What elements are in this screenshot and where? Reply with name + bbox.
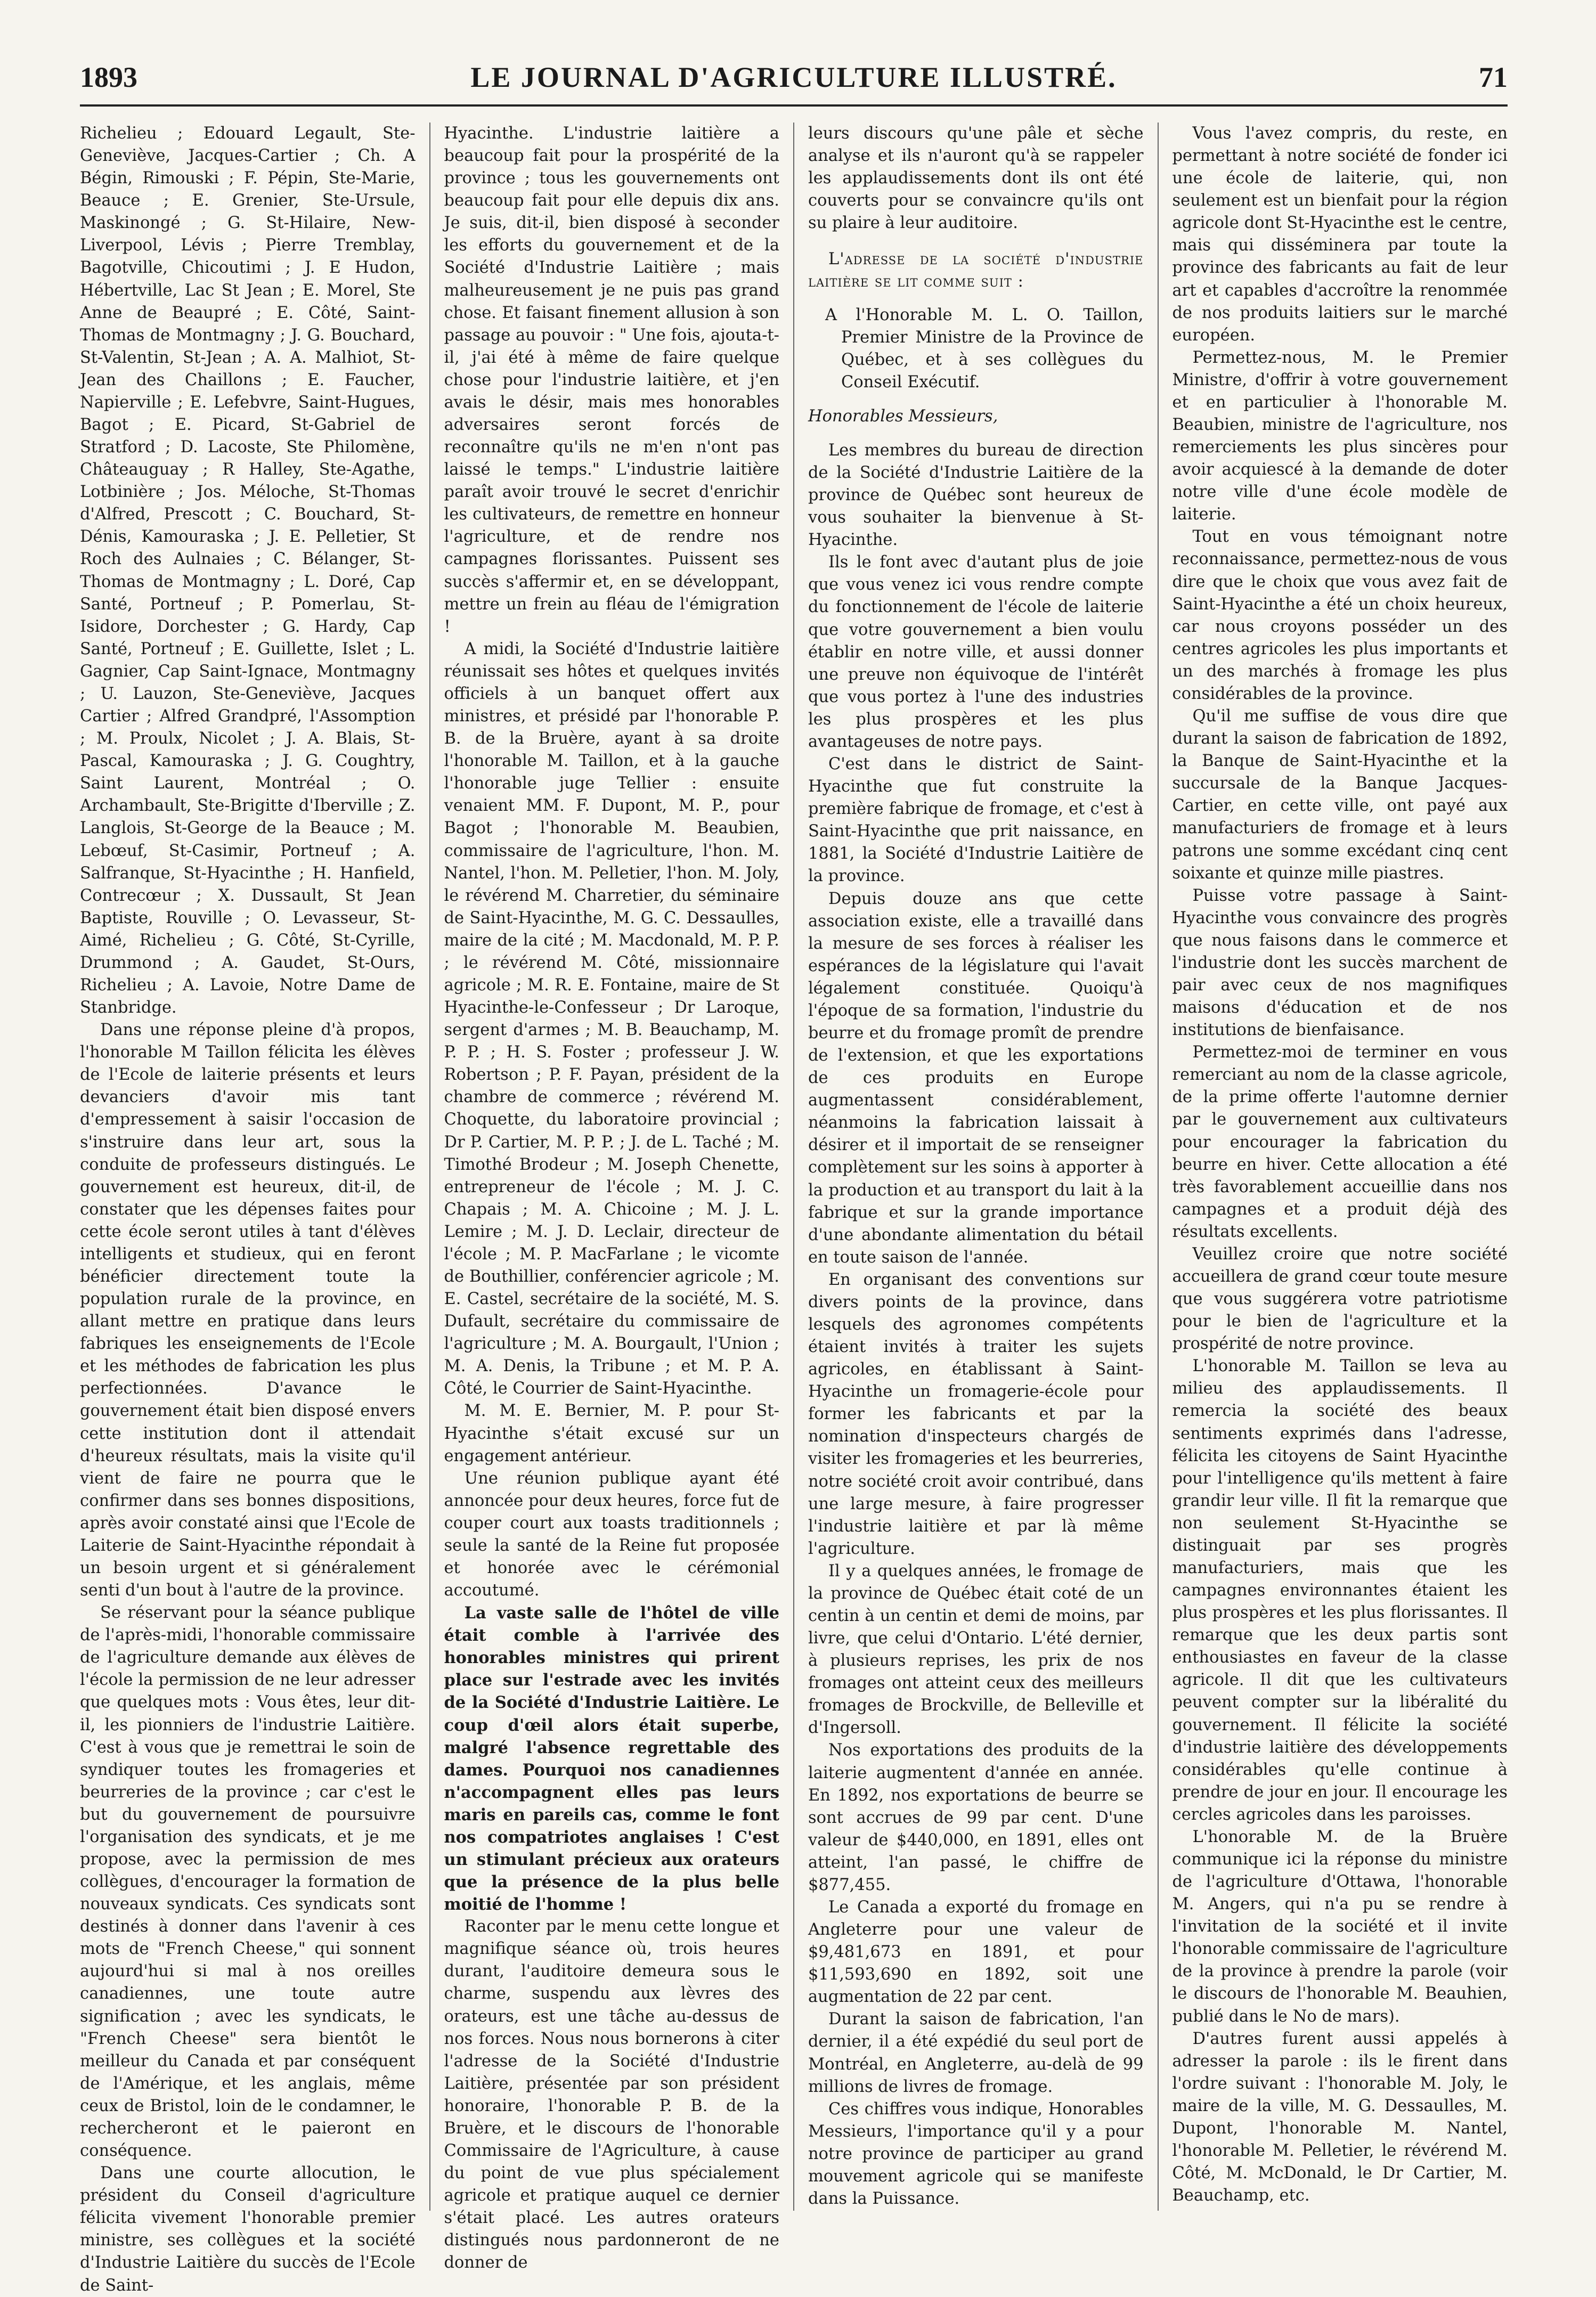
paragraph: En organisant des conventions sur divers points de la province, dans lesquels des agronomes compétents étaient invités à traiter les sujets agricoles, en établissant à Saint-Hyacinthe un fromagerie-école pour former les fabricants et par la nomination d'inspecteurs chargés de visiter les fromageries et les beurreries, notre société croit avoir contribué, dans une large mesure, à faire progresser l'industrie laitière et par là même l'agriculture. [808, 1270, 1144, 1558]
paragraph: Depuis douze ans que cette association existe, elle a travaillé dans la mesure de ses forces à réaliser les espérances de la législature qui l'avait légalement constituée. Quoiqu'à l'époque de sa formation, l'industrie du beurre et du fromage promît de prendre de l'extension, et que les exportations de ces produits en Europe augmentassent considérablement, néanmoins la fabrication laissait à désirer et il importait de se renseigner complètement sur les soins à apporter à la production et au transport du lait à la fabrique et sur la grande importance d'une abondante alimentation du bétail en toute saison de l'année. [808, 889, 1144, 1267]
page-year: 1893 [80, 61, 137, 93]
column-2 [429, 123, 794, 2272]
paragraph: Ces chiffres vous indique, Honorables Messieurs, l'importance qu'il y a pour notre province de participer au grand mouvement agricole qui se manifeste dans la Puissance. [808, 2099, 1144, 2209]
paragraph: Hyacinthe. L'industrie laitière a beaucoup fait pour la prospérité de la province ; tous les gouvernements ont beaucoup fait pour elle depuis dix ans. Je suis, dit-il, bien disposé à seconder les efforts du gouvernement et de la Société d'Industrie Laitière ; mais malheureusement je ne puis pas grand chose. Et faisant finement allusion à son passage au pouvoir : " Une fois, ajouta-t-il, j'ai été à même de faire quelque chose pour l'industrie laitière, et j'en avais le désir, mais mes honorables adversaires seront forcés de reconnaître qu'ils ne m'en n'ont pas laissé le temps." L'industrie laitière paraît avoir trouvé le secret d'enrichir les cultivateurs, de remettre en honneur l'agriculture, et de rendre nos campagnes florissantes. Puissent ses succès s'affermir et, en se développant, mettre un frein au fléau de l'émigration ! [444, 124, 779, 636]
salutation: Honorables Messieurs, [808, 406, 998, 426]
paragraph: La vaste salle de l'hôtel de ville était comble à l'arrivée des honorables ministres qui prirent place sur l'estrade avec les invités de la Société d'Industrie Laitière. Le coup d'œil alors était superbe, malgré l'absence regrettable des dames. Pourquoi nos canadiennes n'accompagnent elles pas leurs maris en pareils cas, comme le font nos compatriotes anglaises ! C'est un stimulant précieux aux orateurs que la présence de la plus belle moitié de l'homme ! [444, 1603, 779, 1915]
paragraph: Qu'il me suffise de vous dire que durant la saison de fabrication de 1892, la Banque de Saint-Hyacinthe et la succursale de la Banque Jacques-Cartier, en cette ville, ont payé aux manufacturiers de fromage et à leurs patrons une somme excédant cinq cent soixante et quinze mille piastres. [1172, 707, 1508, 883]
paragraph: D'autres furent aussi appelés à adresser la parole : ils le firent dans l'ordre suivant : l'honorable M. Joly, le maire de la ville, M. G. Dessaulles, M. Dupont, l'honorable M. Nantel, l'honorable M. Pelletier, le révérend M. Côté, M. McDonald, le Dr Cartier, M. Beauchamp, etc. [1172, 2029, 1508, 2205]
paragraph: Dans une réponse pleine d'à propos, l'honorable M Taillon félicita les élèves de l'Ecole de laiterie présents et leurs devanciers d'avoir mis tant d'empressement à saisir l'occasion de s'instruire dans leur art, sous la conduite de professeurs distingués. Le gouvernement est heureux, dit-il, de constater que les dépenses faites pour cette école seront utiles à tant d'élèves intelligents et studieux, qui en feront bénéficier directement toute la population rurale de la province, en allant mettre en pratique dans leurs fabriques les enseignements de l'Ecole et les méthodes de fabrication les plus perfectionnées. D'avance le gouvernement était bien disposé envers cette institution dont il attendait d'heureux résultats, mais la visite qu'il vient de faire ne pourra que le confirmer dans ses bonnes dispositions, après avoir constaté ainsi que l'Ecole de Laiterie de Saint-Hyacinthe répondait à un besoin urgent et si généralement senti d'un bout à l'autre de la province. [80, 1021, 416, 1600]
column-1 [80, 123, 429, 2295]
paragraph: Se réservant pour la séance publique de l'après-midi, l'honorable commissaire de l'agriculture demande aux élèves de l'école la permission de ne leur adresser que quelques mots : Vous êtes, leur dit-il, les pionniers de l'industrie Laitière. C'est à vous que je remettrai le soin de syndiquer toutes les fromageries et beurreries de la province ; car c'est le but du gouvernement de poursuivre l'organisation des syndicats, et je me propose, avec la permission de mes collègues, d'encourager la formation de nouveaux syndicats. Ces syndicats sont destinés à donner dans l'avenir à ces mots de "French Cheese," qui sonnent aujourd'hui si mal à nos oreilles canadiennes, une toute autre signification ; avec les syndicats, le "French Cheese" sera bientôt le meilleur du Canada et par conséquent de l'Amérique, et les anglais, même ceux de Bristol, loin de le condamner, le rechercheront et le paieront en conséquence. [80, 1603, 416, 2161]
paragraph: A midi, la Société d'Industrie laitière réunissait ses hôtes et quelques invités officiels à un banquet offert aux ministres, et présidé par l'honorable P. B. de la Bruère, ayant à sa droite l'honorable M. Taillon, et à la gauche l'honorable juge Tellier : ensuite venaient MM. F. Dupont, M. P., pour Bagot ; l'honorable M. Beaubien, commissaire de l'agriculture, l'hon. M. Nantel, l'hon. M. Pelletier, l'hon. M. Joly, le révérend M. Charretier, du séminaire de Saint-Hyacinthe, M. G. C. Dessaulles, maire de la cité ; M. Macdonald, M. P. P. ; le révérend M. Côté, missionnaire agricole ; M. R. E. Fontaine, maire de St Hyacinthe-le-Confesseur ; Dr Laroque, sergent d'armes ; M. B. Beauchamp, M. P. P. ; H. S. Foster ; professeur J. W. Robertson ; P. F. Payan, président de la chambre de commerce ; révérend M. Choquette, du laboratoire provincial ; Dr P. Cartier, M. P. P. ; J. de L. Taché ; M. Timothé Brodeur ; M. Joseph Chenette, entrepreneur de l'école ; M. J. C. Chapais ; M. A. Chicoine ; M. J. L. Lemire ; M. J. D. Leclair, directeur de l'école ; M. P. MacFarlane ; le vicomte de Bouthillier, conférencier agricole ; M. E. Castel, secrétaire de la société, M. S. Dufault, secrétaire du commissaire de l'agriculture ; M. A. Bourgault, l'Union ; M. A. Denis, la Tribune ; et M. P. A. Côté, le Courrier de Saint-Hyacinthe. [444, 639, 779, 1398]
article-columns [80, 123, 1508, 2295]
paragraph: Durant la saison de fabrication, l'an dernier, il a été expédié du seul port de Montréal, en Angleterre, au-delà de 99 millions de livres de fromage. [808, 2010, 1144, 2096]
paragraph: C'est dans le district de Saint-Hyacinthe que fut construite la première fabrique de fromage, et c'est à Saint-Hyacinthe que prit naissance, en 1881, la Société d'Industrie Laitière de la province. [808, 755, 1144, 886]
column-4 [1158, 123, 1508, 2211]
paragraph: Les membres du bureau de direction de la Société d'Industrie Laitière de la province de Québec sont heureux de vous souhaiter la bienvenue à St-Hyacinthe. [808, 441, 1144, 550]
page-header [80, 43, 1508, 107]
paragraph: Vous l'avez compris, du reste, en permettant à notre société de fonder ici une école de laiterie, qui, non seulement est un bienfait pour la région agricole dont St-Hyacinthe est le centre, mais qui disséminera par toute la province des fabricants au fait de leur art et capables d'accroître la renommée de nos produits laitiers sur le marché européen. [1172, 124, 1508, 345]
paragraph: Richelieu ; Edouard Legault, Ste-Geneviève, Jacques-Cartier ; Ch. A Bégin, Rimouski ; F. Pépin, Ste-Marie, Beauce ; E. Grenier, Ste-Ursule, Maskinongé ; G. St-Hilaire, New-Liverpool, Lévis ; Pierre Tremblay, Bagotville, Chicoutimi ; J. E Hudon, Hébertville, Lac St Jean ; E. Morel, Ste Anne de Beaupré ; E. Côté, Saint-Thomas de Montmagny ; J. G. Bouchard, St-Valentin, St-Jean ; A. A. Malhiot, St-Jean des Chaillons ; E. Faucher, Napierville ; E. Lefebvre, Saint-Hugues, Bagot ; E. Picard, St-Gabriel de Stratford ; D. Lacoste, Ste Philomène, Châteauguay ; R Halley, Ste-Agathe, Lotbinière ; Jos. Méloche, St-Thomas d'Alfred, Prescott ; C. Bouchard, St-Dénis, Kamouraska ; J. E. Pelletier, St Roch des Aulnaies ; C. Bélanger, St-Thomas de Montmagny ; L. Doré, Cap Santé, Portneuf ; P. Pomerlau, St-Isidore, Dorchester ; G. Hardy, Cap Santé, Portneuf ; E. Guillette, Islet ; L. Gagnier, Cap Saint-Ignace, Montmagny ; U. Lauzon, Ste-Geneviève, Jacques Cartier ; Alfred Grandpré, l'Assomption ; M. Proulx, Nicolet ; J. A. Blais, St-Pascal, Kamouraska ; J. G. Coughtry, Saint Laurent, Montréal ; O. Archambault, Ste-Brigitte d'Iberville ; Z. Langlois, St-George de la Beauce ; M. Lebœuf, St-Casimir, Portneuf ; A. Salfranque, St-Hyacinthe ; H. Hanfield, Contrecœur ; X. Dussault, St Jean Baptiste, Rouville ; O. Levasseur, St-Aimé, Richelieu ; G. Côté, St-Cyrille, Drummond ; A. Gaudet, St-Ours, Richelieu ; A. Lavoie, Notre Dame de Stanbridge. [80, 124, 416, 1017]
paragraph: Une réunion publique ayant été annoncée pour deux heures, force fut de couper court aux toasts traditionnels ; seule la santé de la Reine fut proposée et honorée avec le cérémonial accoutumé. [444, 1469, 779, 1600]
paragraph: Dans une courte allocution, le président du Conseil d'agriculture félicita vivement l'honorable premier ministre, ses collègues et la société d'Industrie Laitière du succès de l'Ecole de Saint- [80, 2164, 416, 2295]
paragraph: Permettez-moi de terminer en vous remerciant au nom de la classe agricole, de la prime offerte l'automne dernier par le gouvernement aux cultivateurs pour encourager la fabrication du beurre en hiver. Cette allocation a été très favorablement accueillie dans nos campagnes et a produit déjà des résultats excellents. [1172, 1043, 1508, 1241]
page-number: 71 [1479, 61, 1508, 93]
paragraph: Ils le font avec d'autant plus de joie que vous venez ici vous rendre compte du fonctionnement de l'école de laiterie que votre gouvernement a bien voulu établir en notre ville, et aussi donner une preuve non équivoque de l'intérêt que vous portez à l'une des industries les plus prospères et les plus avantageuses de notre pays. [808, 553, 1144, 751]
paragraph: L'honorable M. Taillon se leva au milieu des applaudissements. Il remercia la société des beaux sentiments exprimés dans l'adresse, félicita les citoyens de Saint Hyacinthe pour l'intelligence qu'ils mettent à faire grandir leur ville. Il fit la remarque que non seulement St-Hyacinthe se distinguait par ses progrès manufacturiers, mais que les campagnes environnantes étaient les plus prospères et les plus florissantes. Il remarque que les deux partis sont enthousiastes en faveur de la classe agricole. Il dit que les cultivateurs peuvent compter sur la libéralité du gouvernement. Il félicite la société d'industrie laitière des développements considérables qu'elle continue à prendre de jour en jour. Il encourage les cercles agricoles dans les paroisses. [1172, 1357, 1508, 1824]
journal-title: LE JOURNAL D'AGRICULTURE ILLUSTRÉ. [470, 61, 1117, 93]
paragraph: Il y a quelques années, le fromage de la province de Québec était coté de un centin à un centin et demi de moins, par livre, que celui d'Ontario. L'été dernier, à plusieurs reprises, les prix de nos fromages ont atteint ceux des meilleurs fromages de Brockville, de Belleville et d'Ingersoll. [808, 1561, 1144, 1738]
paragraph: Tout en vous témoignant notre reconnaissance, permettez-nous de vous dire que le choix que vous avez fait de Saint-Hyacinthe a été un choix heureux, car nous croyons posséder un des centres agricoles les plus importants et un des marchés à fromage les plus considérables de la province. [1172, 527, 1508, 703]
column-3 [793, 123, 1158, 2211]
section-heading: L'adresse de la société d'industrie laitière se lit comme suit : [808, 250, 1144, 291]
paragraph: M. M. E. Bernier, M. P. pour St-Hyacinthe s'était excusé sur un engagement antérieur. [444, 1402, 779, 1465]
paragraph: Puisse votre passage à Saint-Hyacinthe vous convaincre des progrès que nous faisons dans le commerce et l'industrie dont les succès marchent de pair avec ceux de nos magnifiques maisons d'éducation et de nos institutions de bienfaisance. [1172, 886, 1508, 1040]
address-recipient: A l'Honorable M. L. O. Taillon, Premier Ministre de la Province de Québec, et à ses collègues du Conseil Exécutif. [825, 305, 1144, 392]
paragraph: L'honorable M. de la Bruère communique ici la réponse du ministre de l'agriculture d'Ottawa, l'honorable M. Angers, qui n'a pu se rendre à l'invitation de la société et il invite l'honorable commissaire de l'agriculture de la province à prendre la parole (voir le discours de l'honorable M. Beauhien, publié dans le No de mars). [1172, 1827, 1508, 2026]
paragraph: Le Canada a exporté du fromage en Angleterre pour une valeur de $9,481,673 en 1891, et pour $11,593,690 en 1892, soit une augmentation de 22 par cent. [808, 1898, 1144, 2007]
paragraph: Raconter par le menu cette longue et magnifique séance où, trois heures durant, l'auditoire demeura sous le charme, suspendu aux lèvres des orateurs, est une tâche au-dessus de nos forces. Nous nous bornerons à citer l'adresse de la Société d'Industrie Laitière, présentée par son président honoraire, l'honorable P. B. de la Bruère, et le discours de l'honorable Commissaire de l'Agriculture, à cause du point de vue plus spécialement agricole et pratique auquel ce dernier s'était placé. Les autres orateurs distingués nous pardonneront de ne donner de [444, 1917, 779, 2272]
paragraph: Nos exportations des produits de la laiterie augmentent d'année en année. En 1892, nos exportations de beurre se sont accrues de 99 par cent. D'une valeur de $440,000, en 1891, elles ont atteint, l'an passé, le chiffre de $877,455. [808, 1741, 1144, 1894]
paragraph: Permettez-nous, M. le Premier Ministre, d'offrir à votre gouvernement et en particulier à l'honorable M. Beaubien, ministre de l'agriculture, nos remerciements les plus sincères pour avoir acquiescé à la demande de doter notre ville d'une école modèle de laiterie. [1172, 348, 1508, 524]
paragraph: Veuillez croire que notre société accueillera de grand cœur toute mesure que vous suggérera votre patriotisme pour le bien de l'agriculture et la prospérité de notre province. [1172, 1244, 1508, 1354]
paragraph: leurs discours qu'une pâle et sèche analyse et ils n'auront qu'à se rappeler les applaudissements dont ils ont été couverts pour se convaincre qu'ils ont su plaire à leur auditoire. [808, 124, 1144, 233]
